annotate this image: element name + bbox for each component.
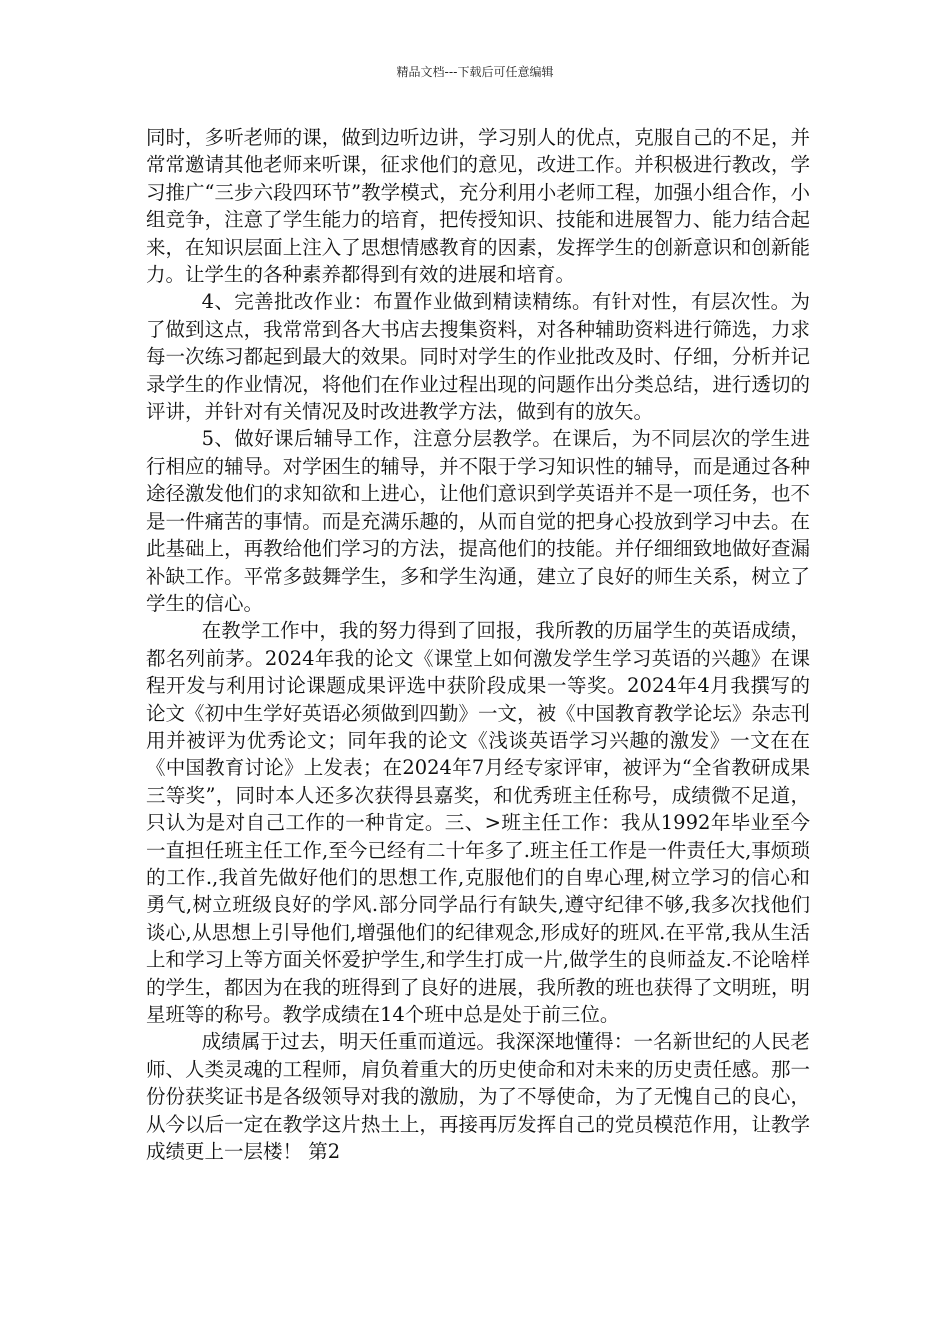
paragraph-5: 成绩属于过去，明天任重而道远。我深深地懂得：一名新世纪的人民老师、人类灵魂的工程师，肩负着重大的历史使命和对未来的历史责任感。那一份份获奖证书是各级领导对我的激励，为了不辱使命，为了无愧自己的良心，从今以后一定在教学这片热土上，再接再厉发挥自己的党员模范作用，让教学成绩更上一层楼！ 第2 (146, 1030, 810, 1164)
document-body (146, 124, 810, 1165)
paragraph-3: 5、做好课后辅导工作，注意分层教学。在课后，为不同层次的学生进行相应的辅导。对学困生的辅导，并不限于学习知识性的辅导，而是通过各种途径激发他们的求知欲和上进心，让他们意识到学英语并不是一项任务，也不是一件痛苦的事情。而是充满乐趣的，从而自觉的把身心投放到学习中去。在此基础上，再教给他们学习的方法，提高他们的技能。并仔细细致地做好查漏补缺工作。平常多鼓舞学生，多和学生沟通，建立了良好的师生关系，树立了学生的信心。 (146, 427, 810, 615)
paragraph-1: 同时，多听老师的课，做到边听边讲，学习别人的优点，克服自己的不足，并常常邀请其他老师来听课，征求他们的意见，改进工作。并积极进行教改，学习推广“三步六段四环节”教学模式，充分利用小老师工程，加强小组合作，小组竞争，注意了学生能力的培育，把传授知识、技能和进展智力、能力结合起来，在知识层面上注入了思想情感教育的因素，发挥学生的创新意识和创新能力。让学生的各种素养都得到有效的进展和培育。 (146, 126, 810, 287)
paragraph-4: 在教学工作中，我的努力得到了回报，我所教的历届学生的英语成绩，都名列前茅。2024年我的论文《课堂上如何激发学生学习英语的兴趣》在课程开发与利用讨论课题成果评选中获阶段成果一等奖。2024年4月我撰写的论文《初中生学好英语必须做到四勤》一文，被《中国教育教学论坛》杂志刊用并被评为优秀论文；同年我的论文《浅谈英语学习兴趣的激发》一文在在《中国教育讨论》上发表；在2024年7月经专家评审，被评为“全省教研成果三等奖”，同时本人还多次获得县嘉奖，和优秀班主任称号，成绩微不足道，只认为是对自己工作的一种肯定。三、>班主任工作：我从1992年毕业至今一直担任班主任工作,至今已经有二十年多了.班主任工作是一件责任大,事烦琐的工作.,我首先做好他们的思想工作,克服他们的自卑心理,树立学习的信心和勇气,树立班级良好的学风.部分同学品行有缺失,遵守纪律不够,我多次找他们谈心,从思想上引导他们,增强他们的纪律观念,形成好的班风.在平常,我从生活上和学习上等方面关怀爱护学生,和学生打成一片,做学生的良师益友.不论啥样的学生，都因为在我的班得到了良好的进展，我所教的班也获得了文明班，明星班等的称号。教学成绩在14个班中总是处于前三位。 (146, 619, 810, 1026)
paragraph-2: 4、完善批改作业：布置作业做到精读精练。有针对性，有层次性。为了做到这点，我常常到各大书店去搜集资料，对各种辅助资料进行筛选，力求每一次练习都起到最大的效果。同时对学生的作业批改及时、仔细，分析并记录学生的作业情况，将他们在作业过程出现的问题作出分类总结，进行透切的评讲，并针对有关情况及时改进教学方法，做到有的放矢。 (146, 290, 810, 424)
page-header: 精品文档---下载后可任意编辑 (396, 65, 554, 79)
